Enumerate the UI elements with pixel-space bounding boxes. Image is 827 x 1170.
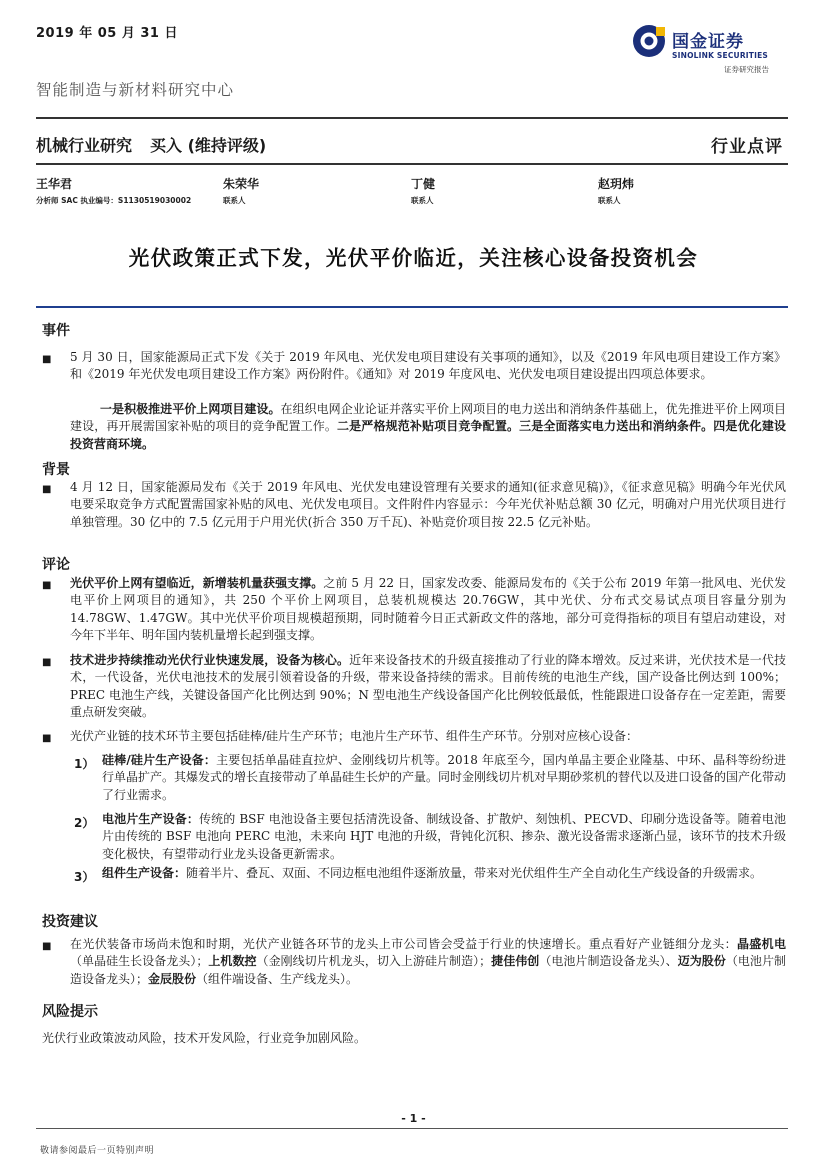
comment-paragraph-1: 光伏平价上网有望临近，新增装机量获强支撑。之前 5 月 22 日，国家发改委、能源局发布的《关于公布 2019 年第一批风电、光伏发电平价上网项目的通知》，共 250 个平价上网项目，总装机规模达 20.76GW，其中光伏、分布式交易试点项目容量分别为 14.78GW、1.47GW。其中光伏平价项目规模超预期，同时随着今日正式新政文件的落地，部分可竞得指标的项目有望启动建设，对今年下半年、明年国内装机量增长起到强支撑。 — [70, 576, 786, 643]
equipment-item-cell: 电池片生产设备：传统的 BSF 电池设备主要包括清洗设备、制绒设备、扩散炉、刻蚀机、PECVD、印刷分选设备等。随着电池片由传统的 BSF 电池向 PERC 电池，未来向 HJT 电池的升级，背钝化沉积、掺杂、激光设备需求逐渐凸显，该环节的技术升级变化极快，有望带动行业龙头设备更新需求。 — [102, 812, 786, 861]
section-heading-risk: 风险提示 — [42, 1004, 98, 1020]
bullet-square-icon: ■ — [42, 484, 52, 495]
rating-divider — [36, 163, 788, 165]
bullet-square-icon: ■ — [42, 733, 52, 744]
investment-paragraph: 在光伏装备市场尚未饱和时期，光伏产业链各环节的龙头上市公司皆会受益于行业的快速增长。重点看好产业链细分龙头：晶盛机电（单晶硅生长设备龙头）；上机数控（金刚线切片机龙头，切入上游硅片制造）；捷佳伟创（电池片制造设备龙头）、迈为股份（电池片制造设备龙头）；金辰股份（组件端设备、生产线龙头）。 — [70, 937, 786, 986]
section-heading-investment: 投资建议 — [42, 914, 98, 930]
analyst-role: 联系人 — [411, 196, 434, 205]
list-number: 2） — [74, 816, 95, 830]
analyst-name: 朱荣华 — [223, 177, 260, 191]
list-number: 1） — [74, 757, 95, 771]
equipment-item-module: 组件生产设备：随着半片、叠瓦、双面、不同边框电池组件逐渐放量，带来对光伏组件生产全自动化生产线设备的升级需求。 — [102, 866, 763, 880]
header-divider — [36, 117, 788, 119]
rating-label: 买入 (维持评级) — [150, 136, 267, 155]
event-requirements-paragraph: 一是积极推进平价上网项目建设。在组织电网企业论证并落实平价上网项目的电力送出和消纳条件基础上，优先推进平价上网项目建设，再开展需国家补贴的项目的竞争配置工作。二是严格规范补贴项目竞争配置。三是全面落实电力送出和消纳条件。四是优化建设投资营商环境。 — [70, 402, 786, 451]
analyst-role: 联系人 — [223, 196, 246, 205]
analyst-name: 丁健 — [411, 177, 436, 191]
logo-mark-icon — [632, 24, 666, 58]
logo-subtitle: 证券研究报告 — [724, 65, 769, 74]
section-heading-background: 背景 — [42, 462, 70, 478]
background-paragraph: 4 月 12 日，国家能源局发布《关于 2019 年风电、光伏发电建设管理有关要求的通知(征求意见稿)》，《征求意见稿》明确今年光伏风电要采取竞争方式配置需国家补贴的风电、光伏发电项目。文件附件内容显示：今年光伏补贴总额 30 亿元，明确对户用光伏项目进行单独管理。30 亿中的 7.5 亿元用于户用光伏(折合 350 万千瓦)、补贴竞价项目按 22.5 亿元补贴。 — [70, 480, 786, 529]
company-logo — [632, 24, 792, 76]
bullet-square-icon: ■ — [42, 354, 52, 365]
section-heading-event: 事件 — [42, 323, 70, 339]
list-number: 3） — [74, 870, 95, 884]
footer-divider — [36, 1128, 788, 1129]
section-heading-comment: 评论 — [42, 557, 70, 573]
analyst-sac-id: 分析师 SAC 执业编号：S1130519030002 — [36, 196, 192, 205]
equipment-item-silicon: 硅棒/硅片生产设备：主要包括单晶硅直拉炉、金刚线切片机等。2018 年底至今，国内单晶主要企业隆基、中环、晶科等纷纷进行单晶扩产。其爆发式的增长直接带动了单晶硅生长炉的产量。同时金刚线切片机对早期砂浆机的替代以及进口设备的国产化带动了行业需求。 — [102, 753, 787, 802]
logo-english-name: SINOLINK SECURITIES — [672, 51, 769, 60]
bullet-square-icon: ■ — [42, 580, 52, 591]
logo-chinese-name: 国金证券 — [672, 32, 744, 52]
comment-paragraph-2: 技术进步持续推动光伏行业快速发展，设备为核心。近年来设备技术的升级直接推动了行业的降本增效。反过来讲，光伏技术是一代技术，一代设备，光伏电池技术的发展引领着设备的升级，带来设备持续的需求。目前传统的电池生产线，国产设备比例达到 100%；PREC 电池生产线，关键设备国产化比例达到 90%；N 型电池生产线设备国产化比例较低最低，性能跟进口设备存在一定差距，需要重点研发突破。 — [70, 653, 786, 720]
report-title: 光伏政策正式下发，光伏平价临近，关注核心设备投资机会 — [128, 246, 699, 270]
industry-rating-line — [36, 133, 284, 156]
event-paragraph: 5 月 30 日，国家能源局正式下发《关于 2019 年风电、光伏发电项目建设有关事项的通知》，以及《2019 年风电项目建设工作方案》和《2019 年光伏发电项目建设工作方案》两份附件。《通知》对 2019 年度风电、光伏发电项目建设提出四项总体要求。 — [70, 350, 786, 382]
analyst-role: 联系人 — [598, 196, 621, 205]
report-date: 2019 年 05 月 31 日 — [36, 26, 178, 41]
disclaimer-note: 敬请参阅最后一页特别声明 — [40, 1146, 155, 1156]
bullet-square-icon: ■ — [42, 657, 52, 668]
report-type: 行业点评 — [711, 137, 783, 157]
research-center-name: 智能制造与新材料研究中心 — [36, 81, 235, 99]
analyst-name: 赵玥炜 — [598, 177, 635, 191]
bullet-square-icon: ■ — [42, 941, 52, 952]
analyst-name: 王华君 — [36, 177, 73, 191]
comment-paragraph-3: 光伏产业链的技术环节主要包括硅棒/硅片生产环节；电池片生产环节、组件生产环节。分别对应核心设备： — [70, 729, 639, 743]
risk-text: 光伏行业政策波动风险，技术开发风险，行业竞争加剧风险。 — [42, 1031, 367, 1045]
title-divider — [36, 306, 788, 308]
page-number: - 1 - — [401, 1112, 426, 1125]
industry-label: 机械行业研究 — [36, 136, 133, 155]
